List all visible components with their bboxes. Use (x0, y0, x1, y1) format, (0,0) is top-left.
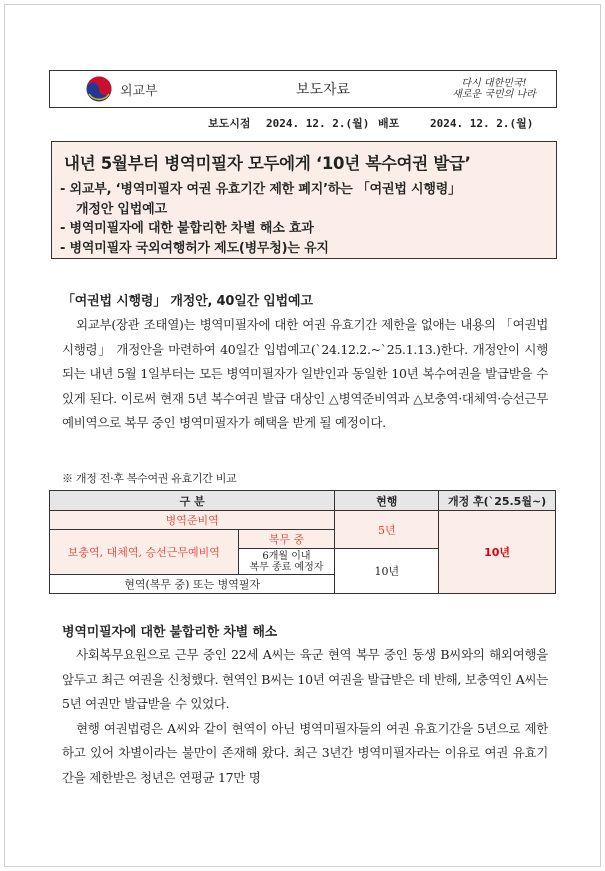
slogan-line2: 새로운 국민의 나라 (452, 89, 536, 100)
row-supplementary: 보충역, 대체역, 승선근무예비역 (50, 530, 239, 575)
headline-title: 내년 5월부터 병역미필자 모두에게 ‘10년 복수여권 발급’ (64, 154, 471, 173)
section1-paragraph: 외교부(장관 조태열)는 병역미필자에 대한 여권 유효기간 제한을 없애는 내용의 「여권법 시행령」 개정안을 마련하여 40일간 입법예고(`24.12.2.~`25.1.13.)한다. 개정안이 시행되는 내년 5월 1일부터는 모든 병역미필자가 일반인과 동일한 10년 복수여권을 발급받을 수 있게 된다. 이로써 현재 5년 복수여권 발급 대상인 △병역준비역과 △보충역·대체역·승선근무예비역으로 복무 중인 병역미필자가 혜택을 받게 될 예정이다. (62, 317, 548, 430)
current-10-years: 10년 (335, 549, 439, 594)
slogan-line1: 다시 대한민국! (461, 78, 527, 89)
subpoint-2: - 병역미필자에 대한 불합리한 차별 해소 효과 (60, 221, 314, 236)
row-supplementary-ending (238, 549, 335, 575)
current-5-years: 5년 (335, 511, 439, 549)
section1-heading: 「여권법 시행령」 개정안, 40일간 입법예고 (62, 294, 313, 309)
table-header-category: 구 분 (50, 491, 335, 511)
release-time-label: 보도시점 (208, 117, 251, 130)
row-active-duty: 현역(복무 중) 또는 병역필자 (50, 575, 335, 594)
section2-paragraph1: 사회복무요원으로 근무 중인 22세 A씨는 육군 현역 복무 중인 동생 B씨와의 해외여행을 앞두고 최근 여권을 신청했다. 현역인 B씨는 10년 여권을 발급받은 데 반해, 보충역인 A씨는 5년 여권만 발급받을 수 있었다. (62, 647, 548, 711)
press-release-header (49, 70, 557, 108)
ministry-name: 외교부 (120, 83, 158, 99)
headline-subpoints (60, 180, 550, 258)
row-supplementary-serving: 복무 중 (238, 530, 335, 549)
row-reserve: 병역준비역 (50, 511, 335, 530)
release-time-value: 2024. 12. 2.(월) (266, 117, 370, 130)
section2-paragraph2: 현행 여권법령은 A씨와 같이 현역이 아닌 병역미필자들의 여권 유효기간을 5년으로 제한하고 있어 차별이라는 불만이 존재해 왔다. 최근 3년간 병역미필자라는 이유로 여권 유효기간을 제한받은 청년은 연평균 17만 명 (62, 720, 548, 785)
table-header-current: 현행 (335, 491, 439, 511)
release-meta (208, 115, 533, 131)
ending-line1: 6개월 이내 (262, 550, 311, 562)
headline-box (51, 141, 557, 259)
passport-validity-table (49, 490, 556, 594)
section2-body (62, 643, 548, 790)
section1-body (62, 313, 548, 436)
section2-heading: 병역미필자에 대한 불합리한 차별 해소 (62, 625, 278, 640)
subpoint-1-cont: 개정안 입법예고 (76, 201, 167, 217)
slogan (446, 78, 556, 100)
table-note: ※ 개정 전·후 복수여권 유효기간 비교 (62, 472, 237, 485)
ending-line2: 복무 종료 예정자 (249, 561, 324, 573)
taegeuk-emblem-icon (86, 76, 112, 102)
distribution-value: 2024. 12. 2.(월) (430, 117, 534, 130)
distribution-label: 배포 (378, 117, 400, 130)
after-10-years: 10년 (439, 511, 556, 594)
subpoint-1: - 외교부, ‘병역미필자 여권 유효기간 제한 폐지’하는 「여권법 시행령」 (60, 182, 461, 197)
subpoint-3: - 병역미필자 국외여행허가 제도(병무청)는 유지 (60, 240, 329, 256)
document-type: 보도자료 (295, 82, 351, 98)
table-header-after: 개정 후(`25.5월~) (439, 491, 556, 511)
